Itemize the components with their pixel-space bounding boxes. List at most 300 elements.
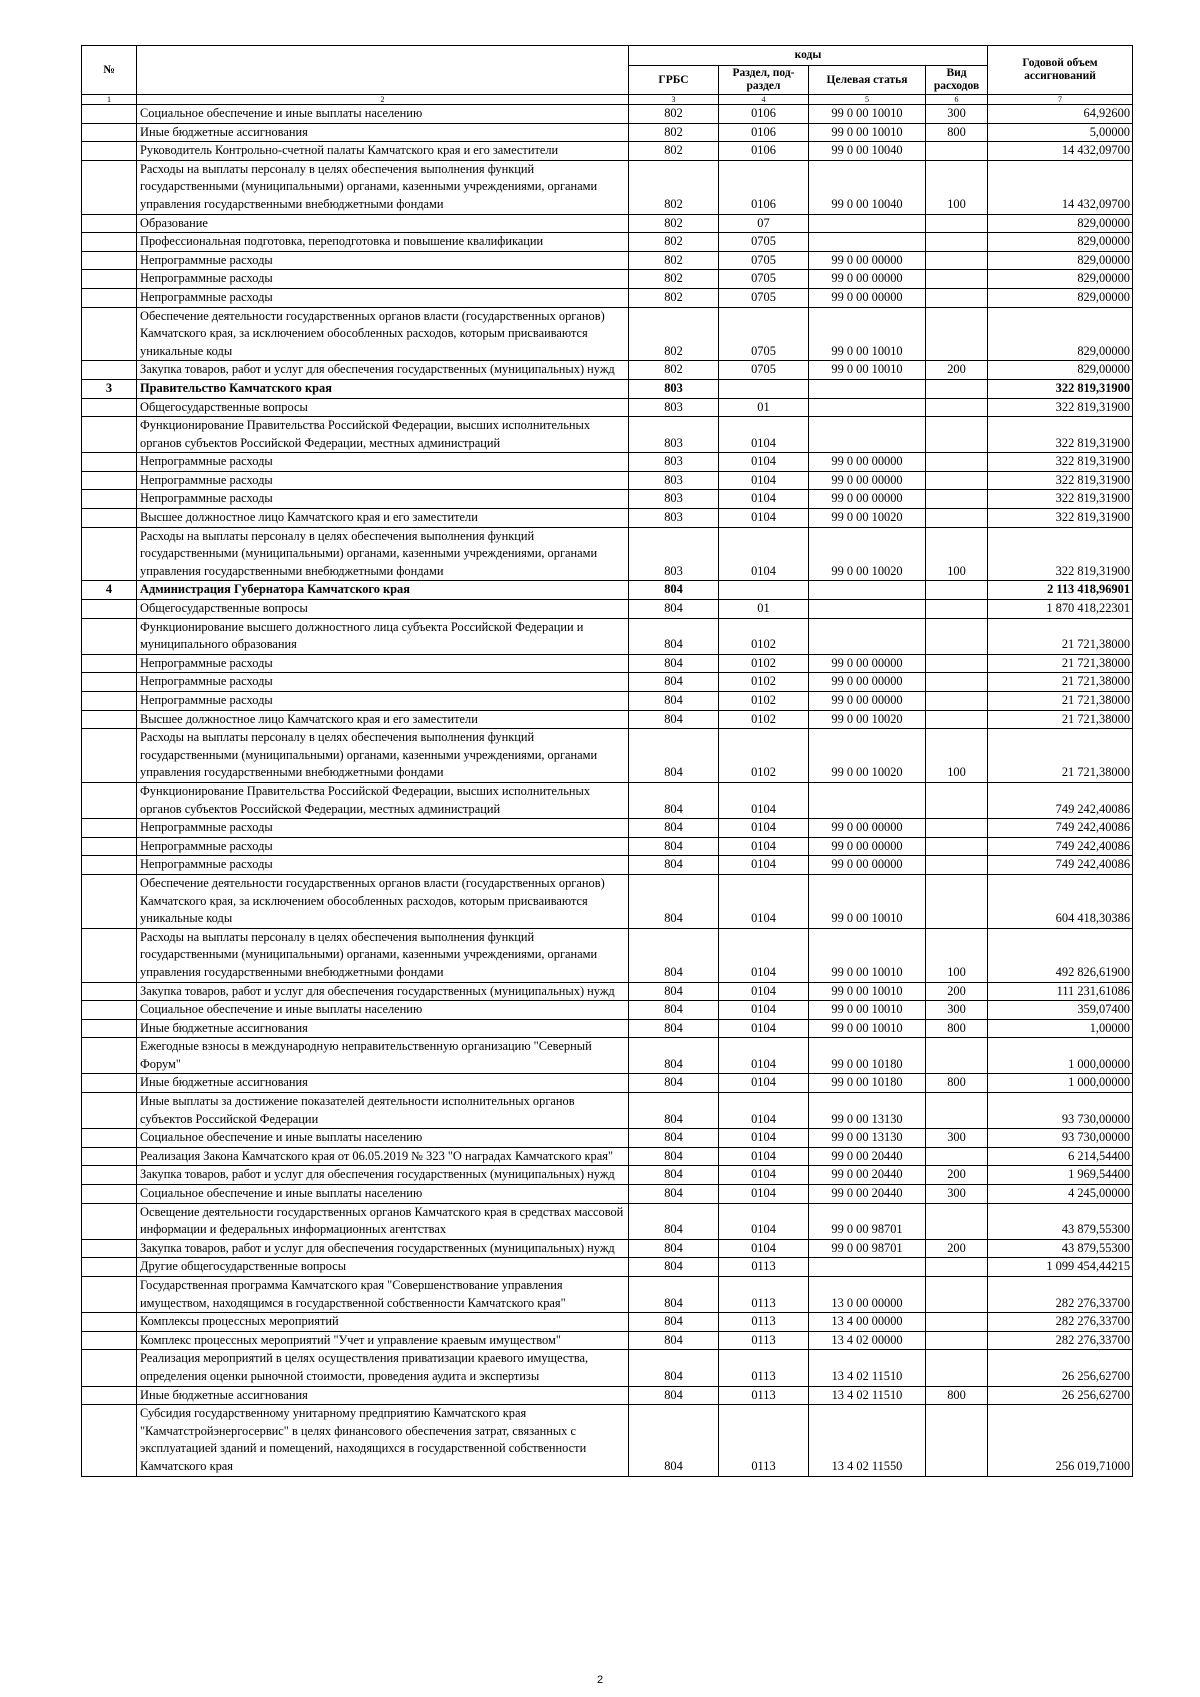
row-amount: 26 256,62700 bbox=[988, 1350, 1133, 1386]
table-row bbox=[82, 1001, 1133, 1020]
row-section: 0102 bbox=[719, 692, 809, 711]
table-row bbox=[82, 1313, 1133, 1332]
row-name: Социальное обеспечение и иные выплаты населению bbox=[137, 105, 629, 124]
row-number bbox=[82, 160, 137, 214]
col-number: 6 bbox=[926, 95, 988, 105]
row-grbs: 804 bbox=[629, 710, 719, 729]
table-row bbox=[82, 692, 1133, 711]
row-target-article: 13 4 02 00000 bbox=[809, 1331, 926, 1350]
table-row bbox=[82, 251, 1133, 270]
table-row bbox=[82, 398, 1133, 417]
row-section: 0705 bbox=[719, 233, 809, 252]
row-name: Обеспечение деятельности государственных органов власти (государственных органов) Камчатского края, за исключением обособленных расходов, которым присваиваются уникальные коды bbox=[137, 307, 629, 361]
row-number bbox=[82, 417, 137, 453]
row-target-article: 99 0 00 20440 bbox=[809, 1185, 926, 1204]
table-row bbox=[82, 673, 1133, 692]
row-number bbox=[82, 270, 137, 289]
row-target-article: 99 0 00 10020 bbox=[809, 729, 926, 783]
row-amount: 256 019,71000 bbox=[988, 1405, 1133, 1476]
row-target-article bbox=[809, 618, 926, 654]
row-number bbox=[82, 490, 137, 509]
table-row bbox=[82, 509, 1133, 528]
row-amount: 1 870 418,22301 bbox=[988, 600, 1133, 619]
header-num: № bbox=[82, 46, 137, 95]
row-target-article: 99 0 00 13130 bbox=[809, 1129, 926, 1148]
row-grbs: 803 bbox=[629, 379, 719, 398]
table-row bbox=[82, 1203, 1133, 1239]
row-section: 0104 bbox=[719, 1093, 809, 1129]
row-number bbox=[82, 600, 137, 619]
row-number bbox=[82, 1166, 137, 1185]
row-section: 0104 bbox=[719, 1074, 809, 1093]
row-grbs: 804 bbox=[629, 1203, 719, 1239]
row-section: 0104 bbox=[719, 1185, 809, 1204]
row-grbs: 804 bbox=[629, 982, 719, 1001]
row-name: Непрограммные расходы bbox=[137, 453, 629, 472]
row-number bbox=[82, 105, 137, 124]
row-section: 0104 bbox=[719, 1203, 809, 1239]
row-grbs: 804 bbox=[629, 581, 719, 600]
row-name: Реализация мероприятий в целях осуществления приватизации краевого имущества, определения оценки рыночной стоимости, проведения аудита и экспертизы bbox=[137, 1350, 629, 1386]
row-number bbox=[82, 654, 137, 673]
page-number: 2 bbox=[596, 1674, 604, 1686]
row-number bbox=[82, 1386, 137, 1405]
row-target-article: 99 0 00 00000 bbox=[809, 673, 926, 692]
row-grbs: 804 bbox=[629, 874, 719, 928]
row-section: 0106 bbox=[719, 160, 809, 214]
row-expense-kind bbox=[926, 307, 988, 361]
row-number bbox=[82, 618, 137, 654]
row-amount: 829,00000 bbox=[988, 270, 1133, 289]
row-expense-kind bbox=[926, 453, 988, 472]
row-grbs: 804 bbox=[629, 1350, 719, 1386]
row-section: 0113 bbox=[719, 1331, 809, 1350]
table-body bbox=[82, 105, 1133, 1477]
row-name: Закупка товаров, работ и услуг для обеспечения государственных (муниципальных) нужд bbox=[137, 982, 629, 1001]
row-section: 0102 bbox=[719, 654, 809, 673]
row-target-article: 99 0 00 10020 bbox=[809, 527, 926, 581]
row-number bbox=[82, 1001, 137, 1020]
row-grbs: 802 bbox=[629, 288, 719, 307]
row-grbs: 802 bbox=[629, 233, 719, 252]
row-amount: 4 245,00000 bbox=[988, 1185, 1133, 1204]
row-expense-kind: 100 bbox=[926, 160, 988, 214]
row-amount: 322 819,31900 bbox=[988, 509, 1133, 528]
row-grbs: 802 bbox=[629, 123, 719, 142]
row-name: Освещение деятельности государственных органов Камчатского края в средствах массовой информации и федеральных информационных агентствах bbox=[137, 1203, 629, 1239]
row-name: Общегосударственные вопросы bbox=[137, 398, 629, 417]
row-name: Профессиональная подготовка, переподготовка и повышение квалификации bbox=[137, 233, 629, 252]
table-row bbox=[82, 123, 1133, 142]
row-amount: 604 418,30386 bbox=[988, 874, 1133, 928]
row-number bbox=[82, 214, 137, 233]
row-amount: 43 879,55300 bbox=[988, 1203, 1133, 1239]
row-number: 4 bbox=[82, 581, 137, 600]
row-number bbox=[82, 1258, 137, 1277]
table-row bbox=[82, 710, 1133, 729]
col-number: 5 bbox=[809, 95, 926, 105]
row-amount: 1 969,54400 bbox=[988, 1166, 1133, 1185]
table-row bbox=[82, 307, 1133, 361]
row-grbs: 804 bbox=[629, 1147, 719, 1166]
row-amount: 322 819,31900 bbox=[988, 379, 1133, 398]
table-row bbox=[82, 490, 1133, 509]
row-number bbox=[82, 307, 137, 361]
row-number bbox=[82, 1239, 137, 1258]
row-target-article: 13 4 02 11510 bbox=[809, 1386, 926, 1405]
row-target-article: 99 0 00 00000 bbox=[809, 288, 926, 307]
row-grbs: 804 bbox=[629, 618, 719, 654]
row-target-article: 99 0 00 10010 bbox=[809, 874, 926, 928]
row-target-article: 99 0 00 10040 bbox=[809, 160, 926, 214]
row-name: Иные бюджетные ассигнования bbox=[137, 1074, 629, 1093]
table-row bbox=[82, 1147, 1133, 1166]
row-number bbox=[82, 1147, 137, 1166]
table-row bbox=[82, 417, 1133, 453]
table-row bbox=[82, 1350, 1133, 1386]
table-row bbox=[82, 527, 1133, 581]
header-section: Раздел, под-раздел bbox=[719, 66, 809, 95]
row-expense-kind bbox=[926, 1093, 988, 1129]
row-expense-kind: 200 bbox=[926, 982, 988, 1001]
row-target-article bbox=[809, 1258, 926, 1277]
row-grbs: 803 bbox=[629, 509, 719, 528]
table-row bbox=[82, 1129, 1133, 1148]
row-grbs: 804 bbox=[629, 1185, 719, 1204]
table-row bbox=[82, 928, 1133, 982]
row-amount: 21 721,38000 bbox=[988, 618, 1133, 654]
row-grbs: 804 bbox=[629, 1019, 719, 1038]
row-name: Непрограммные расходы bbox=[137, 837, 629, 856]
row-amount: 21 721,38000 bbox=[988, 729, 1133, 783]
row-section: 0102 bbox=[719, 729, 809, 783]
budget-table-sheet bbox=[81, 45, 1132, 1477]
row-name: Расходы на выплаты персоналу в целях обеспечения выполнения функций государственными (муниципальными) органами, казенными учреждениями, органами управления государственными внебюджетными фондами bbox=[137, 160, 629, 214]
row-target-article: 99 0 00 00000 bbox=[809, 654, 926, 673]
row-expense-kind bbox=[926, 837, 988, 856]
row-expense-kind bbox=[926, 673, 988, 692]
row-expense-kind bbox=[926, 490, 988, 509]
row-grbs: 802 bbox=[629, 214, 719, 233]
row-grbs: 804 bbox=[629, 654, 719, 673]
row-grbs: 804 bbox=[629, 1129, 719, 1148]
row-grbs: 804 bbox=[629, 1166, 719, 1185]
row-number bbox=[82, 509, 137, 528]
row-number bbox=[82, 1350, 137, 1386]
table-row bbox=[82, 819, 1133, 838]
row-target-article bbox=[809, 214, 926, 233]
row-section: 0104 bbox=[719, 1129, 809, 1148]
row-number bbox=[82, 1074, 137, 1093]
row-number bbox=[82, 142, 137, 161]
row-name: Правительство Камчатского края bbox=[137, 379, 629, 398]
table-row bbox=[82, 361, 1133, 380]
row-name: Обеспечение деятельности государственных органов власти (государственных органов) Камчатского края, за исключением обособленных расходов, которым присваиваются уникальные коды bbox=[137, 874, 629, 928]
table-row bbox=[82, 1038, 1133, 1074]
row-grbs: 804 bbox=[629, 1093, 719, 1129]
row-target-article: 99 0 00 10020 bbox=[809, 710, 926, 729]
row-name: Высшее должностное лицо Камчатского края и его заместители bbox=[137, 509, 629, 528]
row-amount: 322 819,31900 bbox=[988, 527, 1133, 581]
row-expense-kind: 800 bbox=[926, 123, 988, 142]
row-grbs: 802 bbox=[629, 142, 719, 161]
row-grbs: 804 bbox=[629, 1331, 719, 1350]
row-amount: 1 099 454,44215 bbox=[988, 1258, 1133, 1277]
row-number bbox=[82, 1129, 137, 1148]
row-target-article: 99 0 00 10010 bbox=[809, 307, 926, 361]
row-expense-kind bbox=[926, 288, 988, 307]
row-grbs: 804 bbox=[629, 928, 719, 982]
row-number bbox=[82, 819, 137, 838]
row-number bbox=[82, 710, 137, 729]
table-row bbox=[82, 105, 1133, 124]
row-grbs: 802 bbox=[629, 307, 719, 361]
table-header bbox=[82, 46, 1133, 105]
table-row bbox=[82, 471, 1133, 490]
row-target-article: 99 0 00 98701 bbox=[809, 1239, 926, 1258]
row-amount: 282 276,33700 bbox=[988, 1331, 1133, 1350]
row-name: Иные бюджетные ассигнования bbox=[137, 1019, 629, 1038]
table-row bbox=[82, 1258, 1133, 1277]
table-row bbox=[82, 233, 1133, 252]
row-expense-kind: 800 bbox=[926, 1386, 988, 1405]
row-amount: 21 721,38000 bbox=[988, 710, 1133, 729]
row-section: 0104 bbox=[719, 1147, 809, 1166]
row-number bbox=[82, 1019, 137, 1038]
row-amount: 14 432,09700 bbox=[988, 160, 1133, 214]
row-section: 0102 bbox=[719, 710, 809, 729]
row-section: 0102 bbox=[719, 618, 809, 654]
row-name: Иные бюджетные ассигнования bbox=[137, 1386, 629, 1405]
header-grbs: ГРБС bbox=[629, 66, 719, 95]
row-number bbox=[82, 361, 137, 380]
row-section bbox=[719, 379, 809, 398]
row-target-article: 99 0 00 10010 bbox=[809, 123, 926, 142]
row-target-article: 13 4 02 11510 bbox=[809, 1350, 926, 1386]
row-number bbox=[82, 1038, 137, 1074]
row-target-article bbox=[809, 581, 926, 600]
row-target-article bbox=[809, 782, 926, 818]
row-name: Общегосударственные вопросы bbox=[137, 600, 629, 619]
table-row bbox=[82, 600, 1133, 619]
budget-table bbox=[81, 45, 1133, 1477]
row-amount: 749 242,40086 bbox=[988, 856, 1133, 875]
row-number bbox=[82, 729, 137, 783]
row-amount: 21 721,38000 bbox=[988, 654, 1133, 673]
table-row bbox=[82, 1093, 1133, 1129]
row-grbs: 802 bbox=[629, 251, 719, 270]
row-section: 0102 bbox=[719, 673, 809, 692]
row-expense-kind bbox=[926, 1331, 988, 1350]
row-target-article: 99 0 00 10020 bbox=[809, 509, 926, 528]
row-target-article: 99 0 00 00000 bbox=[809, 837, 926, 856]
row-target-article: 99 0 00 00000 bbox=[809, 819, 926, 838]
row-grbs: 804 bbox=[629, 1313, 719, 1332]
row-name: Расходы на выплаты персоналу в целях обеспечения выполнения функций государственными (муниципальными) органами, казенными учреждениями, органами управления государственными внебюджетными фондами bbox=[137, 729, 629, 783]
table-row bbox=[82, 874, 1133, 928]
row-number bbox=[82, 1313, 137, 1332]
row-name: Непрограммные расходы bbox=[137, 819, 629, 838]
row-section: 0113 bbox=[719, 1277, 809, 1313]
row-number bbox=[82, 982, 137, 1001]
row-grbs: 802 bbox=[629, 270, 719, 289]
row-target-article: 99 0 00 20440 bbox=[809, 1166, 926, 1185]
row-section: 0113 bbox=[719, 1258, 809, 1277]
row-amount: 829,00000 bbox=[988, 307, 1133, 361]
row-section: 0113 bbox=[719, 1386, 809, 1405]
row-expense-kind: 100 bbox=[926, 729, 988, 783]
col-number: 2 bbox=[137, 95, 629, 105]
row-section: 0104 bbox=[719, 874, 809, 928]
row-number bbox=[82, 453, 137, 472]
row-expense-kind: 300 bbox=[926, 1185, 988, 1204]
row-number bbox=[82, 928, 137, 982]
row-grbs: 803 bbox=[629, 490, 719, 509]
table-row bbox=[82, 654, 1133, 673]
table-row bbox=[82, 782, 1133, 818]
row-number bbox=[82, 1093, 137, 1129]
row-section: 0104 bbox=[719, 1166, 809, 1185]
row-expense-kind bbox=[926, 782, 988, 818]
row-grbs: 804 bbox=[629, 692, 719, 711]
row-name: Образование bbox=[137, 214, 629, 233]
row-target-article: 13 4 00 00000 bbox=[809, 1313, 926, 1332]
row-expense-kind bbox=[926, 1405, 988, 1476]
row-target-article bbox=[809, 398, 926, 417]
row-number bbox=[82, 288, 137, 307]
row-amount: 282 276,33700 bbox=[988, 1277, 1133, 1313]
row-section: 0104 bbox=[719, 1038, 809, 1074]
row-amount: 14 432,09700 bbox=[988, 142, 1133, 161]
row-target-article bbox=[809, 600, 926, 619]
table-row bbox=[82, 1166, 1133, 1185]
table-row bbox=[82, 729, 1133, 783]
row-amount: 64,92600 bbox=[988, 105, 1133, 124]
row-grbs: 804 bbox=[629, 1001, 719, 1020]
row-expense-kind bbox=[926, 509, 988, 528]
row-target-article: 99 0 00 10010 bbox=[809, 105, 926, 124]
row-name: Реализация Закона Камчатского края от 06.05.2019 № 323 "О наградах Камчатского края" bbox=[137, 1147, 629, 1166]
row-expense-kind: 300 bbox=[926, 1001, 988, 1020]
row-amount: 93 730,00000 bbox=[988, 1093, 1133, 1129]
row-expense-kind bbox=[926, 233, 988, 252]
row-amount: 749 242,40086 bbox=[988, 782, 1133, 818]
table-row bbox=[82, 1386, 1133, 1405]
row-target-article: 99 0 00 10010 bbox=[809, 361, 926, 380]
row-section: 0104 bbox=[719, 856, 809, 875]
row-target-article: 99 0 00 10180 bbox=[809, 1038, 926, 1074]
row-amount: 43 879,55300 bbox=[988, 1239, 1133, 1258]
row-section: 0106 bbox=[719, 105, 809, 124]
header-name bbox=[137, 46, 629, 95]
row-expense-kind bbox=[926, 1147, 988, 1166]
row-section: 01 bbox=[719, 600, 809, 619]
row-amount: 282 276,33700 bbox=[988, 1313, 1133, 1332]
row-number bbox=[82, 856, 137, 875]
row-section: 0104 bbox=[719, 928, 809, 982]
row-expense-kind bbox=[926, 251, 988, 270]
row-amount: 1,00000 bbox=[988, 1019, 1133, 1038]
row-expense-kind bbox=[926, 270, 988, 289]
row-section: 0113 bbox=[719, 1350, 809, 1386]
row-expense-kind bbox=[926, 142, 988, 161]
row-grbs: 804 bbox=[629, 600, 719, 619]
row-name: Непрограммные расходы bbox=[137, 856, 629, 875]
table-row bbox=[82, 270, 1133, 289]
row-amount: 749 242,40086 bbox=[988, 837, 1133, 856]
row-section: 0104 bbox=[719, 527, 809, 581]
row-section: 0104 bbox=[719, 509, 809, 528]
table-row bbox=[82, 837, 1133, 856]
row-expense-kind bbox=[926, 874, 988, 928]
row-amount: 111 231,61086 bbox=[988, 982, 1133, 1001]
row-target-article: 99 0 00 00000 bbox=[809, 270, 926, 289]
row-number bbox=[82, 233, 137, 252]
row-section bbox=[719, 581, 809, 600]
row-name: Непрограммные расходы bbox=[137, 654, 629, 673]
row-name: Социальное обеспечение и иные выплаты населению bbox=[137, 1185, 629, 1204]
row-amount: 1 000,00000 bbox=[988, 1074, 1133, 1093]
row-number bbox=[82, 527, 137, 581]
row-name: Субсидия государственному унитарному предприятию Камчатского края "Камчатстройэнергосервис" в целях финансового обеспечения затрат, связанных с эксплуатацией зданий и помещений, находящихся в государственной собственности Камчатского края bbox=[137, 1405, 629, 1476]
row-expense-kind bbox=[926, 600, 988, 619]
table-row bbox=[82, 1331, 1133, 1350]
row-target-article: 99 0 00 20440 bbox=[809, 1147, 926, 1166]
col-number: 7 bbox=[988, 95, 1133, 105]
row-section: 0104 bbox=[719, 782, 809, 818]
row-expense-kind: 200 bbox=[926, 361, 988, 380]
col-number: 1 bbox=[82, 95, 137, 105]
row-number bbox=[82, 1331, 137, 1350]
row-expense-kind: 300 bbox=[926, 1129, 988, 1148]
row-name: Социальное обеспечение и иные выплаты населению bbox=[137, 1129, 629, 1148]
row-name: Иные выплаты за достижение показателей деятельности исполнительных органов субъектов Российской Федерации bbox=[137, 1093, 629, 1129]
row-amount: 322 819,31900 bbox=[988, 417, 1133, 453]
row-number bbox=[82, 1277, 137, 1313]
header-target: Целевая статья bbox=[809, 66, 926, 95]
row-target-article: 13 4 02 11550 bbox=[809, 1405, 926, 1476]
row-amount: 5,00000 bbox=[988, 123, 1133, 142]
row-number bbox=[82, 471, 137, 490]
table-row bbox=[82, 856, 1133, 875]
row-number bbox=[82, 251, 137, 270]
row-number bbox=[82, 123, 137, 142]
row-expense-kind bbox=[926, 1203, 988, 1239]
row-section: 0104 bbox=[719, 1019, 809, 1038]
row-grbs: 803 bbox=[629, 527, 719, 581]
row-name: Расходы на выплаты персоналу в целях обеспечения выполнения функций государственными (муниципальными) органами, казенными учреждениями, органами управления государственными внебюджетными фондами bbox=[137, 928, 629, 982]
row-expense-kind bbox=[926, 214, 988, 233]
row-name: Иные бюджетные ассигнования bbox=[137, 123, 629, 142]
row-name: Социальное обеспечение и иные выплаты населению bbox=[137, 1001, 629, 1020]
table-row bbox=[82, 214, 1133, 233]
row-amount: 749 242,40086 bbox=[988, 819, 1133, 838]
row-expense-kind bbox=[926, 1038, 988, 1074]
row-name: Ежегодные взносы в международную неправительственную организацию "Северный Форум" bbox=[137, 1038, 629, 1074]
row-section: 0705 bbox=[719, 361, 809, 380]
row-section: 0104 bbox=[719, 1001, 809, 1020]
row-grbs: 804 bbox=[629, 1258, 719, 1277]
row-name: Непрограммные расходы bbox=[137, 490, 629, 509]
row-name: Государственная программа Камчатского края "Совершенствование управления имуществом, находящимся в государственной собственности Камчатского края" bbox=[137, 1277, 629, 1313]
row-name: Комплексы процессных мероприятий bbox=[137, 1313, 629, 1332]
row-expense-kind bbox=[926, 654, 988, 673]
table-row bbox=[82, 379, 1133, 398]
row-expense-kind bbox=[926, 819, 988, 838]
row-target-article: 99 0 00 00000 bbox=[809, 856, 926, 875]
table-row bbox=[82, 1074, 1133, 1093]
row-target-article: 99 0 00 00000 bbox=[809, 251, 926, 270]
